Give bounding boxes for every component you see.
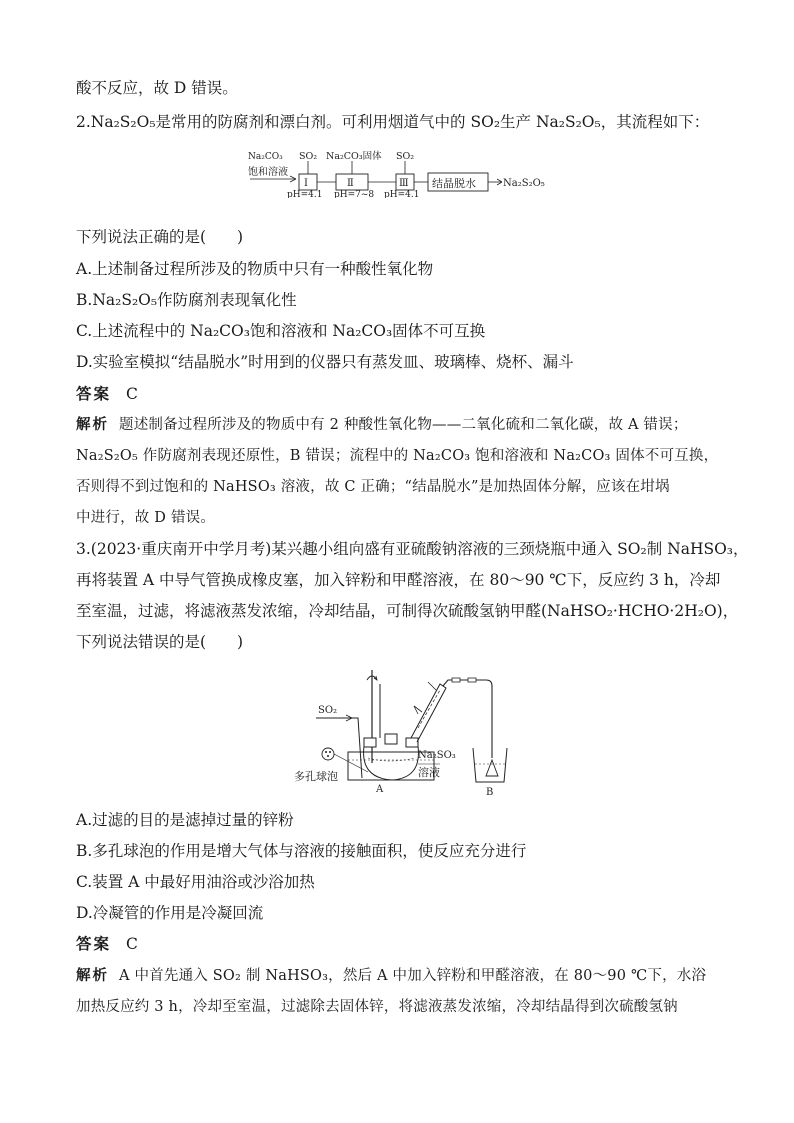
- step-3-label: Ⅲ: [399, 178, 409, 189]
- question-3-stem-1: 3.(2023·重庆南开中学月考)某兴趣小组向盛有亚硫酸钠溶液的三颈烧瓶中通入 SO₂制 NaHSO₃，: [76, 540, 749, 558]
- solution-label: 溶液: [418, 766, 440, 779]
- so2-input-3: SO₂: [396, 151, 415, 162]
- step-2-label: Ⅱ: [347, 178, 354, 189]
- process-flow-diagram: [244, 146, 574, 198]
- answer-value: C: [125, 935, 138, 953]
- so2-inlet-label: SO₂: [318, 705, 338, 716]
- explanation-3-line-1: [76, 965, 706, 987]
- question-3-stem-2: 再将装置 A 中导气管换成橡皮塞，加入锌粉和甲醛溶液，在 80～90 ℃下，反应约 3 h，冷却: [76, 571, 721, 589]
- question-3-prompt: 下列说法错误的是( ): [76, 633, 244, 651]
- explanation-label: 解析: [76, 967, 109, 984]
- answer-label: 答案: [76, 384, 112, 403]
- label-b: B: [486, 787, 494, 798]
- feed-label-top: Na₂CO₃: [248, 152, 283, 162]
- feed-label-bottom: 饱和溶液: [248, 167, 288, 178]
- product-label: Na₂S₂O₅: [503, 178, 545, 189]
- option-3b: B.多孔球泡的作用是增大气体与溶液的接触面积，使反应充分进行: [76, 842, 527, 860]
- explanation-text: 题述制备过程所涉及的物质中有 2 种酸性氧化物——二氧化硫和二氧化碳，故 A 错误；: [119, 417, 688, 433]
- ph-label-3: pH=4.1: [384, 190, 420, 198]
- option-3c: C.装置 A 中最好用油浴或沙浴加热: [76, 873, 315, 891]
- explanation-label: 解析: [76, 416, 109, 433]
- explanation-2-line-1: [76, 414, 688, 436]
- explanation-2-line-3: 否则得不到过饱和的 NaHSO₃ 溶液，故 C 正确；“结晶脱水”是加热固体分解，应该在坩埚: [76, 479, 670, 495]
- explanation-2-line-4: 中进行，故 D 错误。: [76, 510, 216, 526]
- option-2a: A.上述制备过程所涉及的物质中只有一种酸性氧化物: [76, 260, 434, 278]
- solid-input: Na₂CO₃固体: [326, 151, 382, 162]
- explanation-2-line-2: Na₂S₂O₅ 作防腐剂表现还原性，B 错误；流程中的 Na₂CO₃ 饱和溶液和 Na₂CO₃ 固体不可互换，: [76, 448, 719, 464]
- porous-bubbler-icon: [322, 748, 334, 760]
- text-line: 酸不反应，故 D 错误。: [76, 79, 238, 97]
- option-2b: B.Na₂S₂O₅作防腐剂表现氧化性: [76, 291, 297, 309]
- answer-value: C: [125, 385, 138, 403]
- apparatus-diagram: [290, 668, 510, 798]
- so2-input-1: SO₂: [299, 151, 318, 162]
- na2so3-label: Na₂SO₃: [418, 750, 456, 761]
- bubbler-label: 多孔球泡: [294, 770, 338, 783]
- explanation-text: A 中首先通入 SO₂ 制 NaHSO₃，然后 A 中加入锌粉和甲醛溶液，在 80～90 ℃下，水浴: [119, 968, 707, 984]
- answer-row-3: [76, 933, 138, 955]
- label-a: A: [376, 784, 384, 795]
- step-1-box: [299, 174, 317, 190]
- ph-label-2: pH=7~8: [334, 190, 375, 198]
- option-2d: D.实验室模拟“结晶脱水”时用到的仪器只有蒸发皿、玻璃棒、烧杯、漏斗: [76, 353, 574, 371]
- step-1-label: Ⅰ: [304, 178, 308, 189]
- question-2-prompt: 下列说法正确的是( ): [76, 228, 244, 246]
- option-3d: D.冷凝管的作用是冷凝回流: [76, 904, 264, 922]
- ph-label-1: pH=4.1: [287, 190, 323, 198]
- answer-row-2: [76, 383, 138, 405]
- explanation-3-line-2: 加热反应约 3 h，冷却至室温，过滤除去固体锌，将滤液蒸发浓缩，冷却结晶得到次硫酸氢钠: [76, 999, 678, 1015]
- step-4-label: 结晶脱水: [432, 177, 476, 190]
- option-3a: A.过滤的目的是滤掉过量的锌粉: [76, 811, 294, 829]
- option-2c: C.上述流程中的 Na₂CO₃饱和溶液和 Na₂CO₃固体不可互换: [76, 322, 486, 340]
- question-3-stem-3: 至室温，过滤，将滤液蒸发浓缩，冷却结晶，可制得次硫酸氢钠甲醛(NaHSO₂·HCHO·2H₂O)，: [76, 602, 739, 620]
- question-2-stem: 2.Na₂S₂O₅是常用的防腐剂和漂白剂。可利用烟道气中的 SO₂生产 Na₂S₂O₅，其流程如下：: [76, 113, 710, 131]
- answer-label: 答案: [76, 934, 112, 953]
